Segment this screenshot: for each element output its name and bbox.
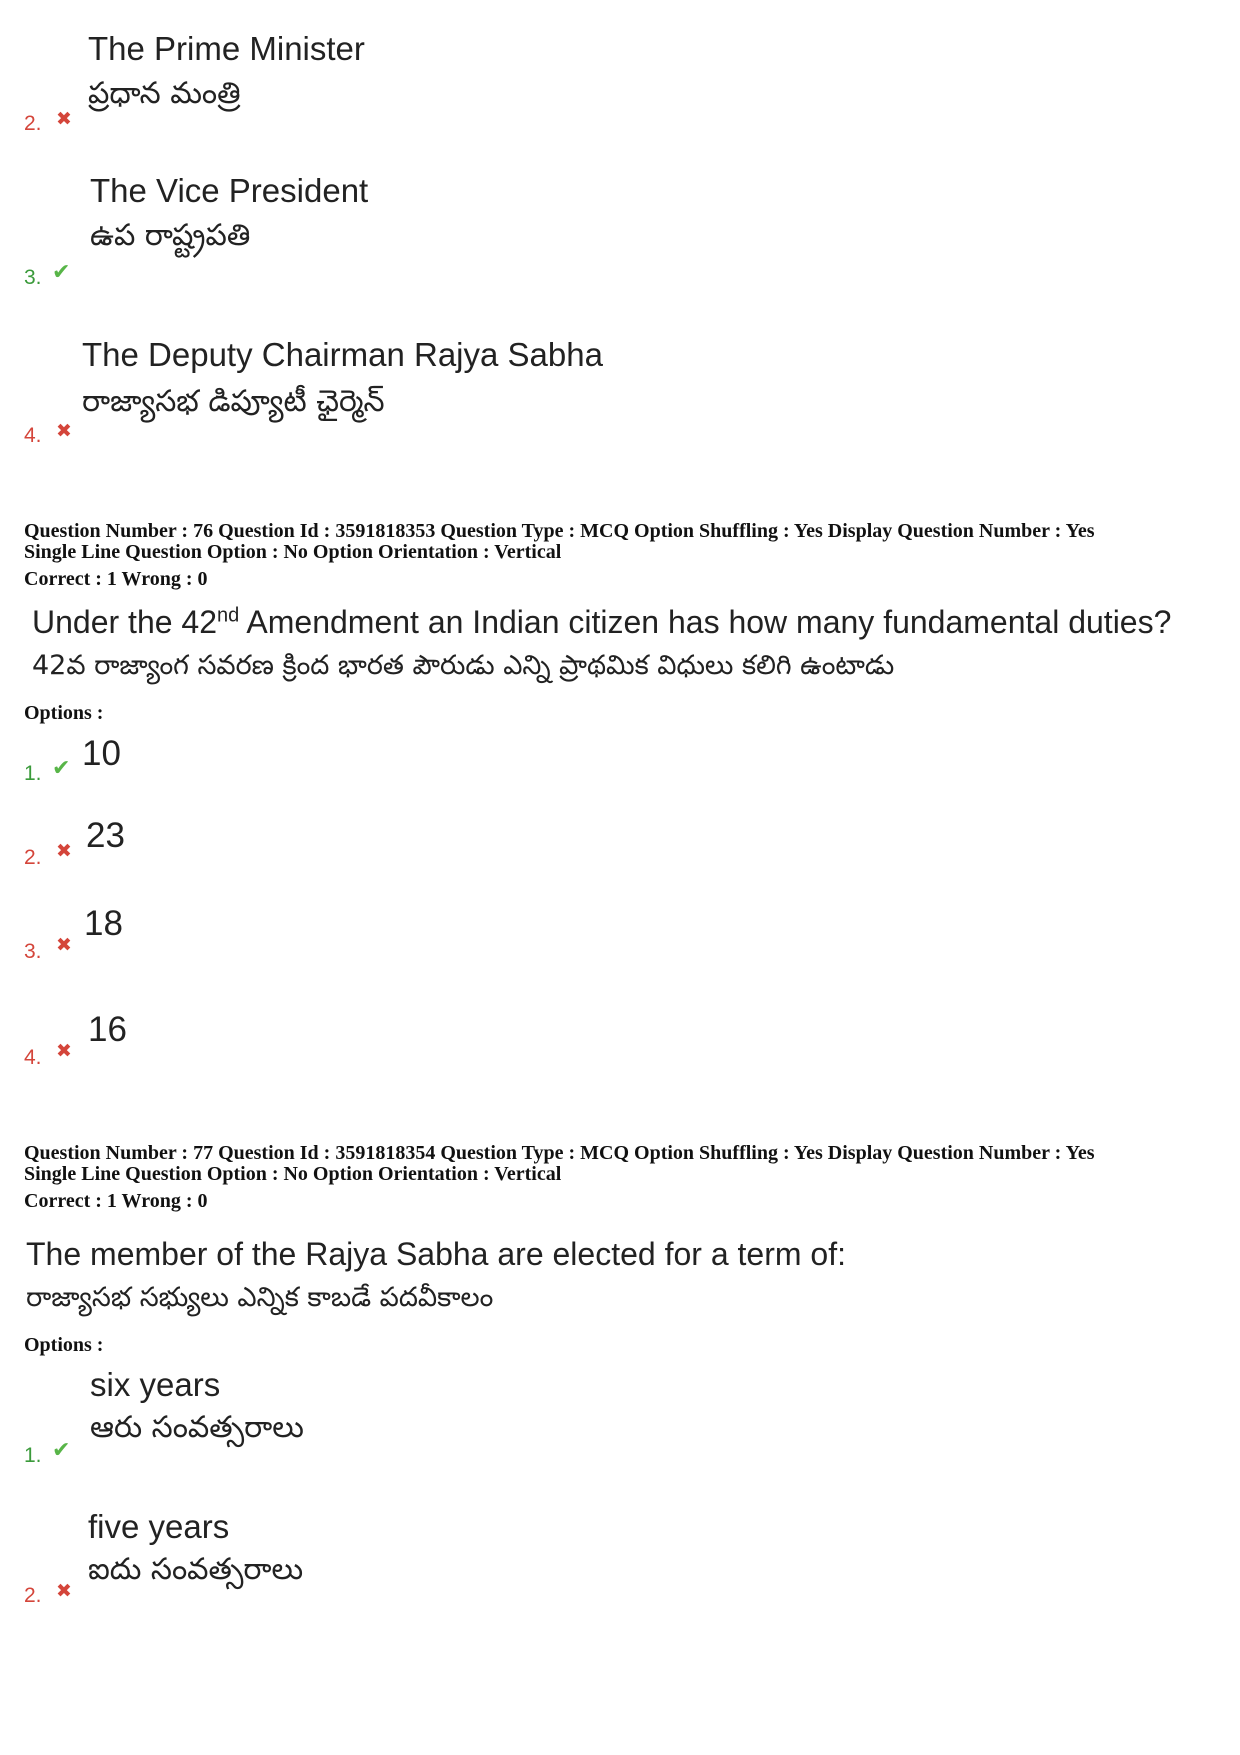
- correct-check-icon: ✔: [52, 260, 71, 285]
- option-number: 2.: [24, 1584, 42, 1607]
- option-text-en: The Prime Minister: [88, 30, 365, 67]
- option-text-en: The Vice President: [90, 172, 369, 209]
- wrong-icon: ✖: [56, 840, 72, 862]
- wrong-icon: ✖: [56, 1580, 72, 1602]
- option-text-en: five years: [88, 1508, 230, 1545]
- question-meta-line2: Single Line Question Option : No Option Orientation : Vertical: [24, 1163, 562, 1185]
- option-text-te: ఆరు సంవత్సరాలు: [90, 1410, 304, 1445]
- question-meta-line1: Question Number : 77 Question Id : 3591818354 Question Type : MCQ Option Shuffling : Yes Display Question Number : Yes: [24, 1142, 1095, 1164]
- question-text-en-sup: nd: [217, 604, 240, 627]
- question-text-te: 42వ రాజ్యాంగ సవరణ క్రింద భారత పౌరుడు ఎన్ని ప్రాథమిక విధులు కలిగి ఉంటాడు: [32, 650, 895, 681]
- option-text-en: six years: [90, 1366, 221, 1403]
- correct-check-icon: ✔: [52, 1438, 71, 1463]
- wrong-icon: ✖: [56, 108, 72, 130]
- correct-check-icon: ✔: [52, 756, 71, 781]
- question-text-en-part: Amendment an Indian citizen has how many fundamental duties?: [239, 604, 1172, 640]
- option-text-en: The Deputy Chairman Rajya Sabha: [82, 336, 603, 373]
- option-number: 4.: [24, 1046, 42, 1069]
- options-label: Options :: [24, 702, 104, 724]
- question-text-en: The member of the Rajya Sabha are elected for a term of:: [26, 1236, 846, 1272]
- wrong-icon: ✖: [56, 420, 72, 442]
- wrong-icon: ✖: [56, 1040, 72, 1062]
- option-number: 1.: [24, 762, 42, 785]
- option-number: 2.: [24, 112, 42, 135]
- question-meta-line2: Single Line Question Option : No Option Orientation : Vertical: [24, 541, 562, 563]
- question-text-en-part: Under the 42: [32, 604, 218, 640]
- question-text-te: రాజ్యాసభ సభ్యులు ఎన్నిక కాబడే పదవీకాలం: [26, 1282, 494, 1313]
- option-number: 3.: [24, 266, 42, 289]
- option-text-te: ఉప రాష్ట్రపతి: [90, 218, 251, 253]
- option-text-te: ప్రధాన మంత్రి: [88, 76, 241, 111]
- option-number: 4.: [24, 424, 42, 447]
- option-text-te: ఐదు సంవత్సరాలు: [88, 1552, 304, 1587]
- option-value: 10: [82, 734, 121, 773]
- option-value: 23: [86, 816, 125, 855]
- question-meta-line1: Question Number : 76 Question Id : 3591818353 Question Type : MCQ Option Shuffling : Yes Display Question Number : Yes: [24, 520, 1095, 542]
- option-number: 3.: [24, 940, 42, 963]
- option-text-te: రాజ్యాసభ డిప్యూటీ ఛైర్మెన్: [82, 384, 385, 419]
- option-number: 2.: [24, 846, 42, 869]
- option-number: 1.: [24, 1444, 42, 1467]
- question-marks: Correct : 1 Wrong : 0: [24, 1190, 208, 1212]
- option-value: 16: [88, 1010, 127, 1049]
- wrong-icon: ✖: [56, 934, 72, 956]
- question-marks: Correct : 1 Wrong : 0: [24, 568, 208, 590]
- options-label: Options :: [24, 1334, 104, 1356]
- option-value: 18: [84, 904, 123, 943]
- question-text-en: [32, 604, 1171, 641]
